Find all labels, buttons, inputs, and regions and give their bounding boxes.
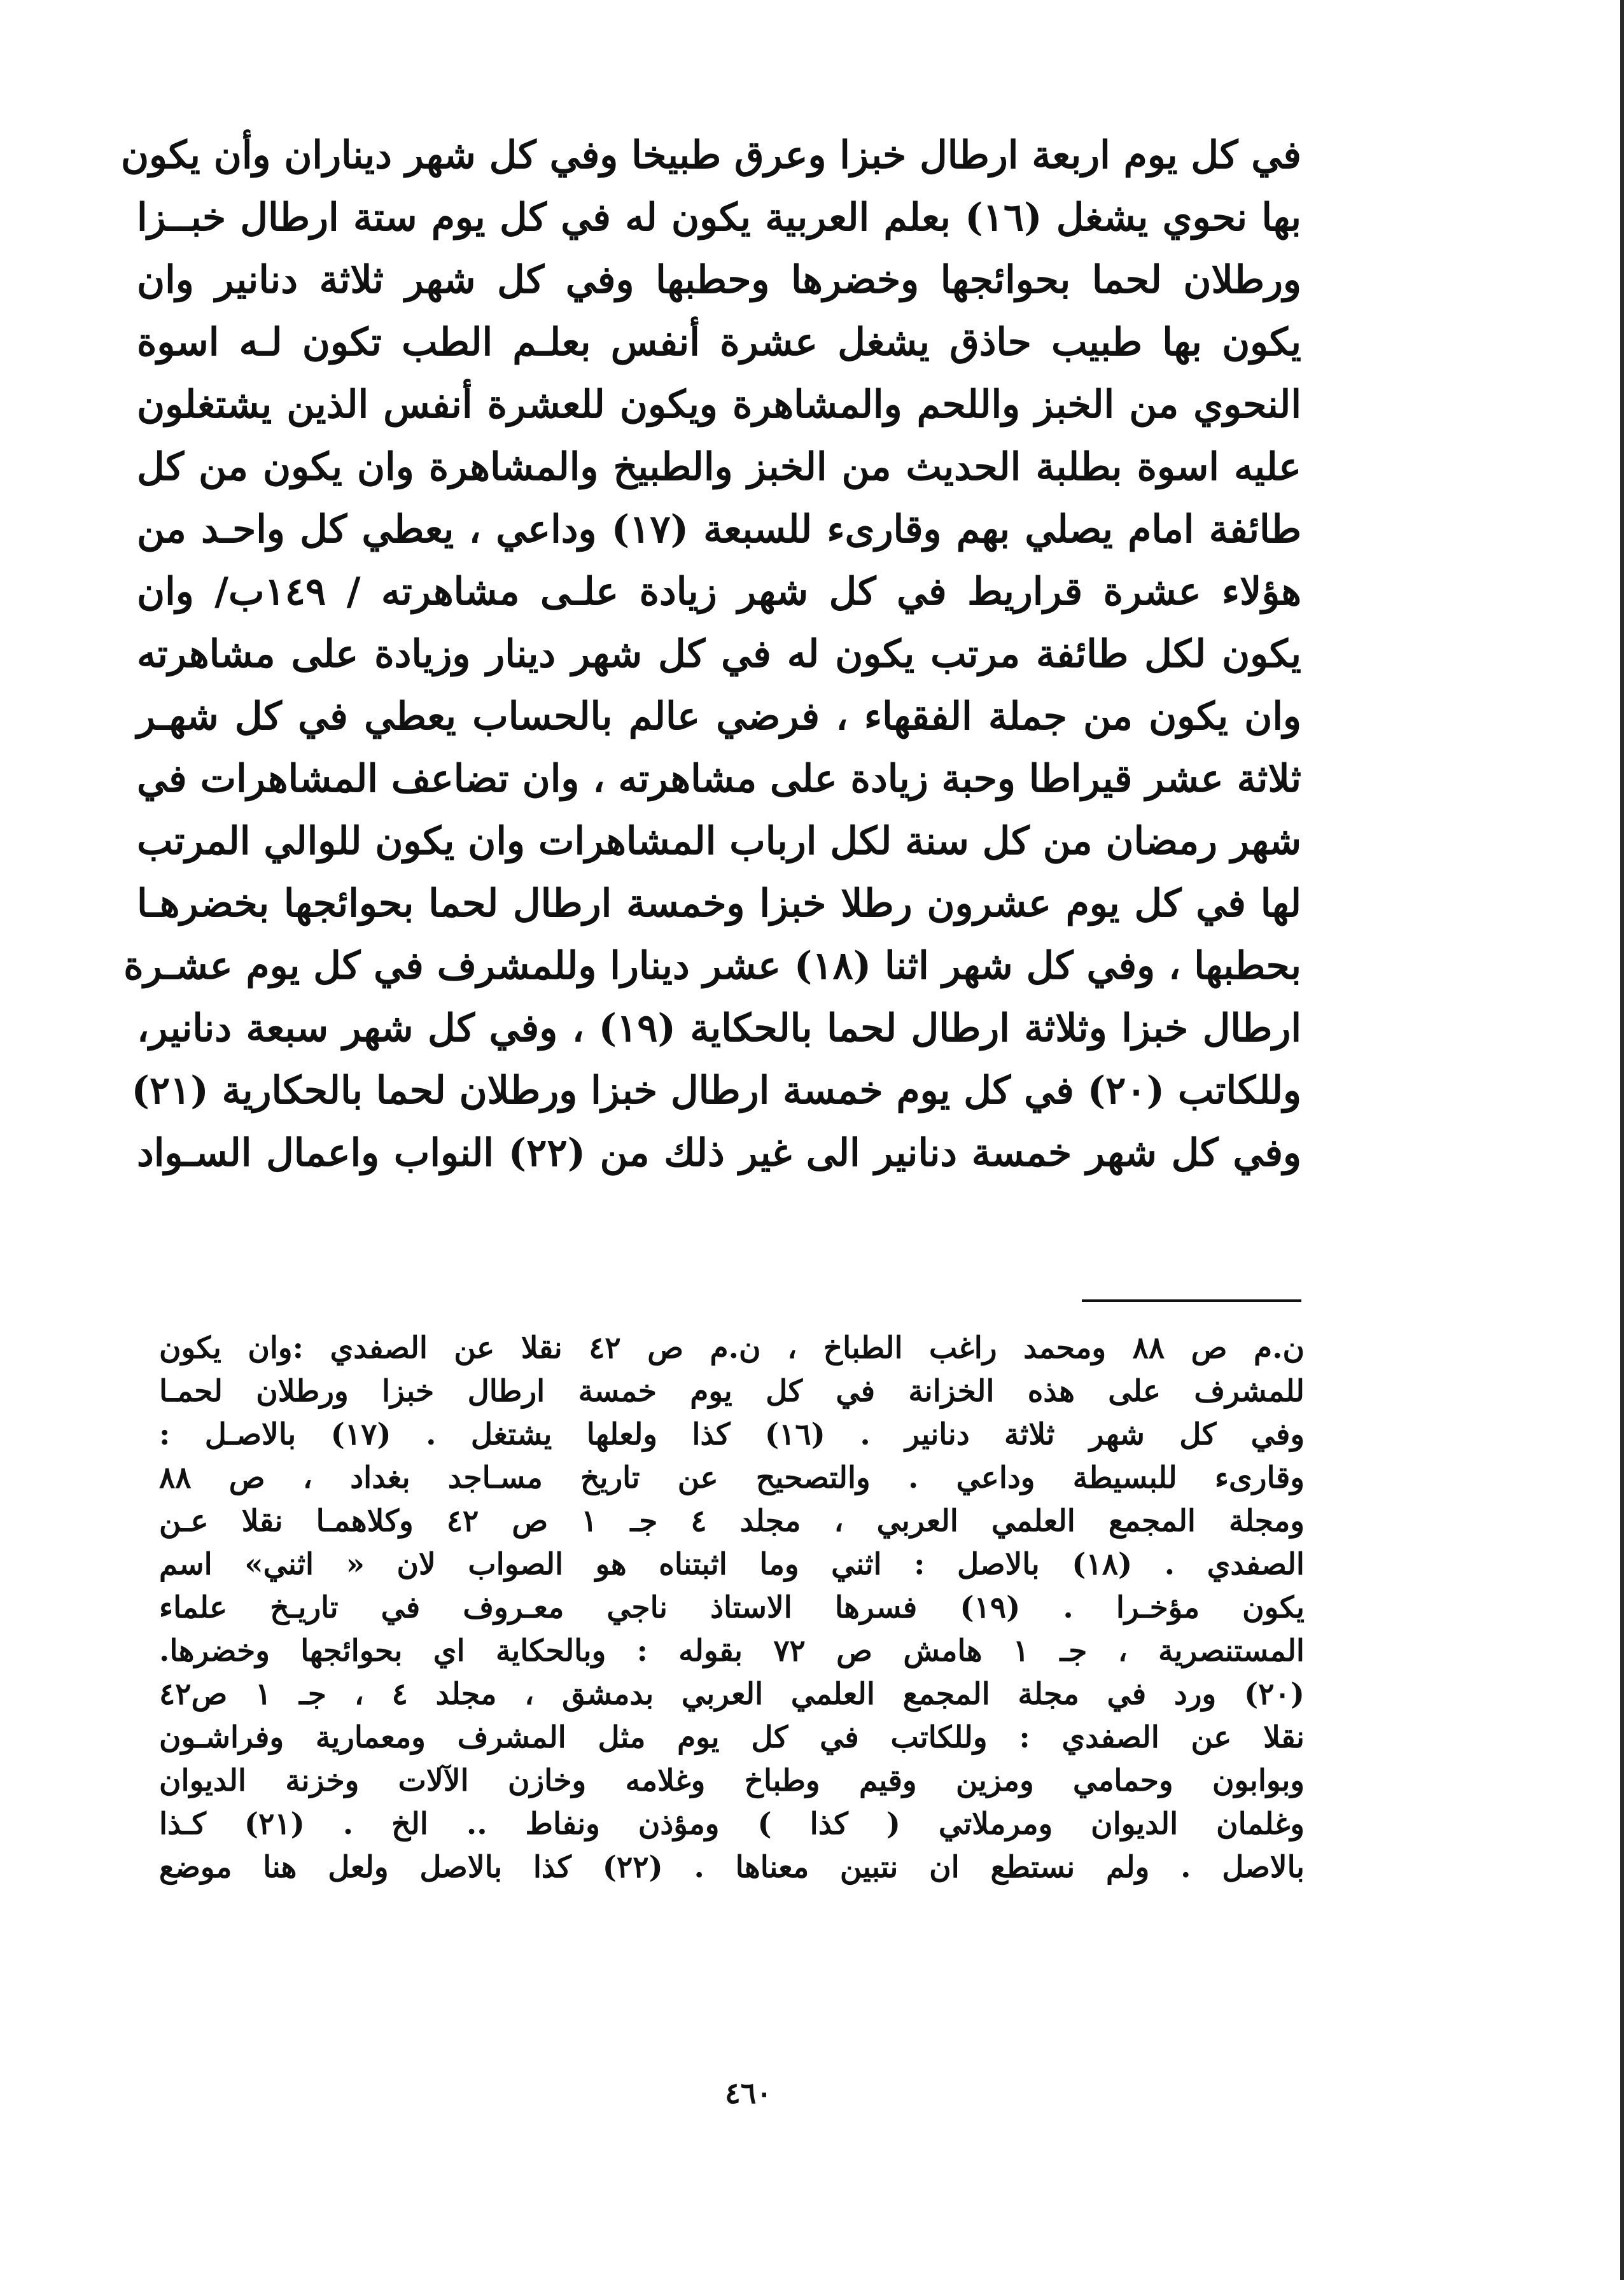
- footnotes: [159, 1327, 1305, 1889]
- main-text: [120, 124, 1301, 1184]
- text-line: وفي كل شهر خمسة دنانير الى غير ذلك من (٢٢) النواب واعمال السـواد: [137, 1131, 1301, 1175]
- text-line: النحوي من الخبز واللحم والمشاهرة ويكون للعشرة أنفس الذين يشتغلون: [137, 382, 1301, 427]
- text-line: بها نحوي يشغل (١٦) بعلم العربية يكون له في كل يوم ستة ارطال خبــزا: [137, 195, 1301, 240]
- footnote-line: وقارىء للبسيطة وداعي . والتصحيح عن تاريخ مسـاجد بغداد ، ص ٨٨: [159, 1460, 1305, 1495]
- footnote-line: وبوابون وحمامي ومزين وقيم وطباخ وغلامه وخازن الآلات وخزنة الديوان: [159, 1763, 1305, 1798]
- footnote-line: نقلا عن الصفدي : وللكاتب في كل يوم مثل المشرف ومعمارية وفراشـون: [159, 1720, 1305, 1755]
- footnote-separator: [1082, 1299, 1301, 1302]
- page-number: ٤٦٠: [724, 2076, 773, 2110]
- text-line: طائفة امام يصلي بهم وقارىء للسبعة (١٧) وداعي ، يعطي كل واحـد من: [137, 507, 1301, 552]
- text-line: يكون لكل طائفة مرتب يكون له في كل شهر دينار وزيادة على مشاهرته: [137, 632, 1301, 676]
- footnote-line: وغلمان الديوان ومرملاتي ( كذا ) ومؤذن ونفاط .. الخ . (٢١) كـذا: [159, 1807, 1305, 1842]
- page-edge: [1620, 0, 1624, 2280]
- text-line: في كل يوم اربعة ارطال خبزا وعرق طبيخا وفي كل شهر ديناران وأن يكون: [120, 133, 1301, 178]
- text-line: هؤلاء عشرة قراريط في كل شهر زيادة علـى مشاهرته / ١٤٩ب/ وان: [137, 570, 1301, 614]
- text-line: ارطال خبزا وثلاثة ارطال لحما بالحكاية (١٩) ، وفي كل شهر سبعة دنانير،: [137, 1006, 1301, 1051]
- text-line: وللكاتب (٢٠) في كل يوم خمسة ارطال خبزا ورطلان لحما بالحكارية (٢١): [131, 1068, 1301, 1113]
- footnote-line: للمشرف على هذه الخزانة في كل يوم خمسة ارطال خبزا ورطلان لحمـا: [159, 1374, 1305, 1409]
- footnote-line: وفي كل شهر ثلاثة دنانير . (١٦) كذا ولعلها يشتغل . (١٧) بالاصـل :: [159, 1417, 1305, 1452]
- footnote-line: الصفدي . (١٨) بالاصل : اثني وما اثبتناه هو الصواب لان « اثني» اسم: [159, 1547, 1305, 1582]
- text-line: وان يكون من جملة الفقهاء ، فرضي عالم بالحساب يعطي في كل شهـر: [137, 694, 1301, 739]
- footnote-line: ن.م ص ٨٨ ومحمد راغب الطباخ ، ن.م ص ٤٢ نقلا عن الصفدي :وان يكون: [159, 1331, 1305, 1366]
- footnote-line: المستنصرية ، جـ ١ هامش ص ٧٢ بقوله : وبالحكاية اي بحوائجها وخضرها.: [159, 1633, 1305, 1668]
- text-line: يكون بها طبيب حاذق يشغل عشرة أنفس بعلـم الطب تكون لـه اسوة: [137, 320, 1301, 365]
- text-line: شهر رمضان من كل سنة لكل ارباب المشاهرات وان يكون للوالي المرتب: [137, 819, 1301, 864]
- footnote-line: يكون مؤخـرا . (١٩) فسرها الاستاذ ناجي معـروف في تاريـخ علماء: [159, 1590, 1305, 1625]
- text-line: عليه اسوة بطلبة الحديث من الخبز والطبيخ والمشاهرة وان يكون من كل: [137, 445, 1301, 489]
- footnote-line: ومجلة المجمع العلمي العربي ، مجلد ٤ جـ ١ ص ٤٢ وكلاهمـا نقلا عـن: [159, 1504, 1305, 1539]
- text-line: ثلاثة عشر قيراطا وحبة زيادة على مشاهرته ، وان تضاعف المشاهرات في: [137, 757, 1301, 801]
- text-line: بحطبها ، وفي كل شهر اثنا (١٨) عشر دينارا وللمشرف في كل يوم عشـرة: [123, 944, 1301, 988]
- text-line: ورطلان لحما بحوائجها وخضرها وحطبها وفي كل شهر ثلاثة دنانير وان: [137, 258, 1301, 302]
- text-line: لها في كل يوم عشرون رطلا خبزا وخمسة ارطال لحما بحوائجها بخضرهـا: [137, 881, 1301, 926]
- footnote-line: (٢٠) ورد في مجلة المجمع العلمي العربي بدمشق ، مجلد ٤ ، جـ ١ ص٤٢: [159, 1677, 1305, 1712]
- footnote-line: بالاصل . ولم نستطع ان نتبين معناها . (٢٢) كذا بالاصل ولعل هنا موضع: [159, 1850, 1305, 1885]
